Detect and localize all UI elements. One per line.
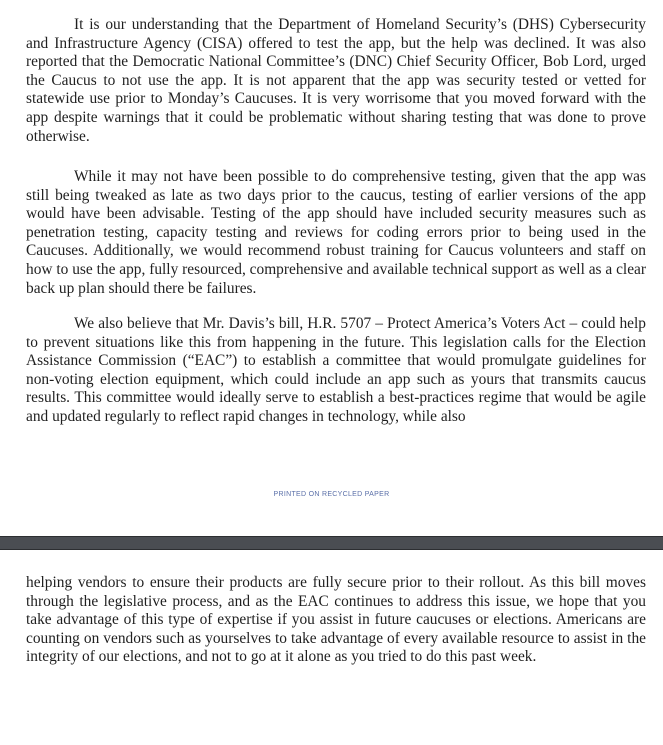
letter-page-2 xyxy=(0,550,663,745)
paragraph-cisa-testing: It is our understanding that the Department of Homeland Security’s (DHS) Cybersecurity and Infrastructure Agency (CISA) offered to test the app, but the help was declined. It was also reported that the Democratic National Committee’s (DNC) Chief Security Officer, Bob Lord, urged the Caucus to not use the app. It is not apparent that the app was security tested or vetted for statewide use prior to Monday’s Caucuses. It is very worrisome that you moved forward with the app despite warnings that it could be problematic without sharing testing that was done to prove otherwise. xyxy=(26,16,646,145)
recycled-paper-footer: PRINTED ON RECYCLED PAPER xyxy=(273,491,390,498)
paragraph-comprehensive-testing: While it may not have been possible to do comprehensive testing, given that the app was still being tweaked as late as two days prior to the caucus, testing of earlier versions of the app would have been advisable. Testing of the app should have included security measures such as penetration testing, capacity testing and reviews for coding errors prior to being used in the Caucuses. Additionally, we would recommend robust training for Caucus volunteers and staff on how to use the app, fully resourced, comprehensive and available technical support as well as a clear back up plan should there be failures. xyxy=(26,168,646,297)
page-separator xyxy=(0,536,663,550)
paragraph-hr-5707: We also believe that Mr. Davis’s bill, H.R. 5707 – Protect America’s Voters Act – could help to prevent situations like this from happening in the future. This legislation calls for the Election Assistance Commission (“EAC”) to establish a committee that would promulgate guidelines for non-voting election equipment, which could include an app such as yours that transmits caucus results. This committee would ideally serve to establish a best-practices regime that would be agile and updated regularly to reflect rapid changes in technology, while also xyxy=(26,315,646,425)
paragraph-continuation: helping vendors to ensure their products are fully secure prior to their rollout. As this bill moves through the legislative process, and as the EAC continues to address this issue, we hope that you take advantage of this type of expertise if you assist in future caucuses or elections. Americans are counting on vendors such as yourselves to take advantage of every available resource to assist in the integrity of our elections, and not to go at it alone as you tried to do this past week. xyxy=(26,574,646,666)
